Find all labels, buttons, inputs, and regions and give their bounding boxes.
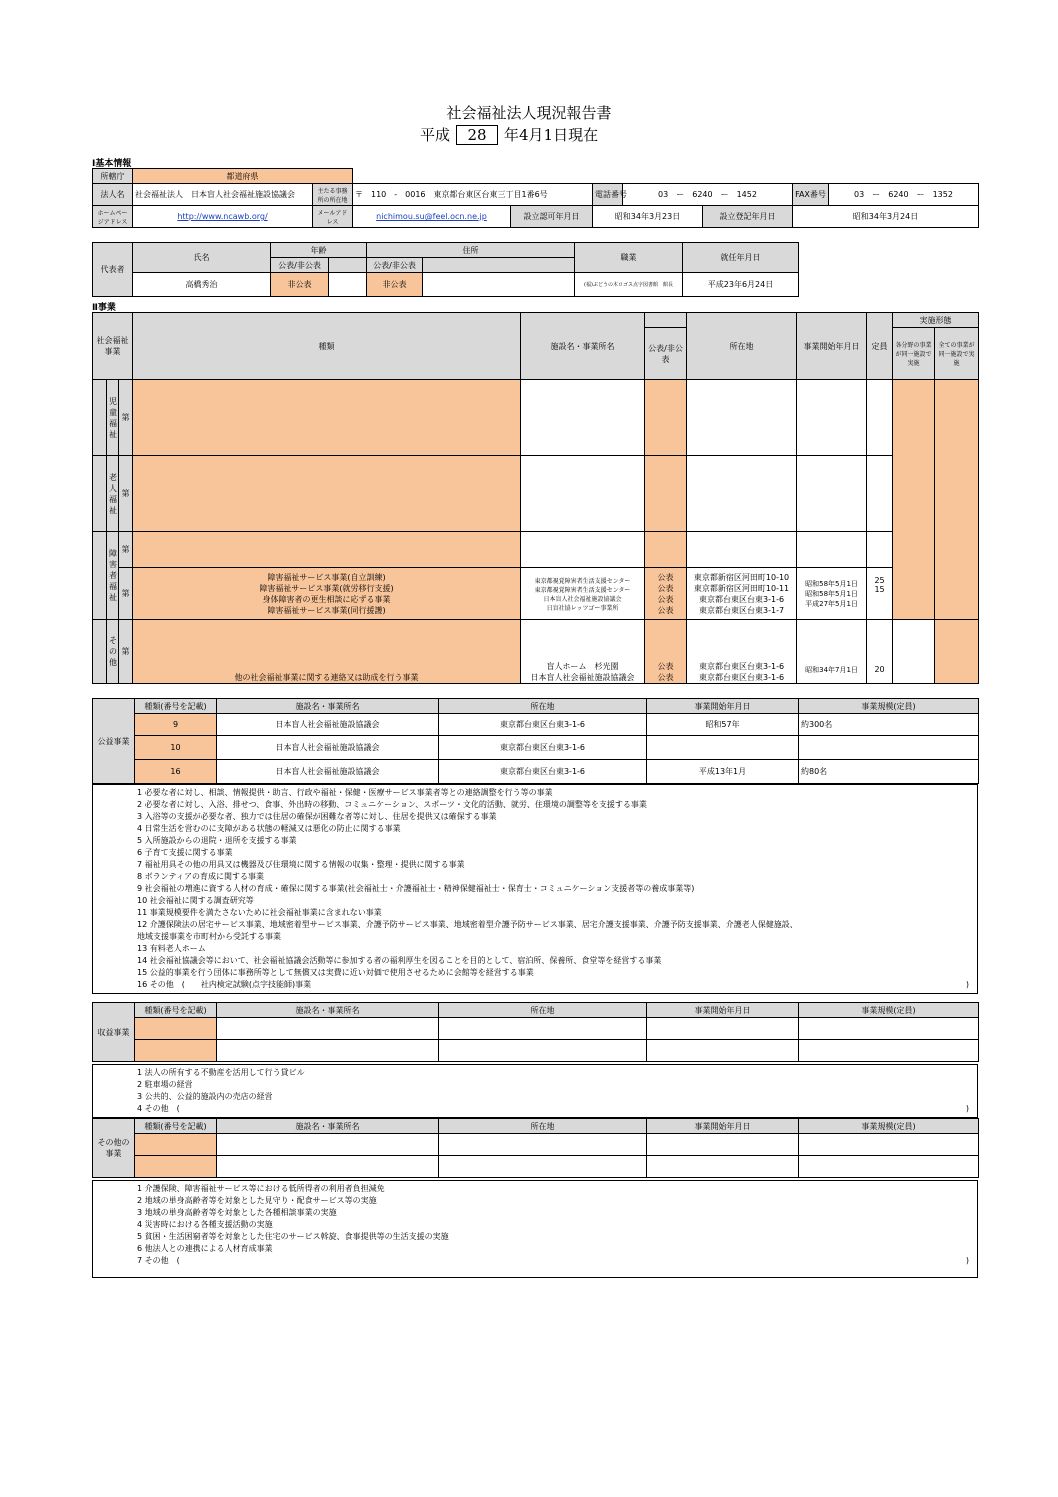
group-disability: 障害者福祉 xyxy=(107,532,119,620)
address-label: 住所 xyxy=(367,243,575,258)
col-scale: 事業規模(定員) xyxy=(799,1119,979,1134)
row-start[interactable]: 平成13年1月 xyxy=(647,760,799,784)
col-start: 事業開始年月日 xyxy=(647,1003,799,1018)
note-line: 6 他法人との連携による人材育成事業 xyxy=(137,1244,273,1253)
row-start[interactable]: 昭和58年5月1日 xyxy=(805,589,858,598)
office-label: 主たる事務所の所在地 xyxy=(313,184,353,206)
row-location[interactable]: 東京都台東区台東3-1-6 xyxy=(699,594,785,604)
col-type: 種類(番号を記載) xyxy=(135,1119,217,1134)
table-row xyxy=(93,736,979,760)
job-label: 職業 xyxy=(575,243,683,273)
address-pub[interactable]: 非公表 xyxy=(367,273,423,297)
row-start[interactable]: 平成27年5月1日 xyxy=(805,599,858,608)
row-facility[interactable]: 東京都視覚障害者生活支援センター xyxy=(534,586,631,594)
row-location[interactable]: 東京都台東区台東3-1-6 xyxy=(439,760,647,784)
row-pub[interactable]: 公表 xyxy=(657,673,674,682)
profit-label: 収益事業 xyxy=(93,1003,135,1062)
note-line: 8 ボランティアの育成に関する事業 xyxy=(137,872,264,881)
location-header: 所在地 xyxy=(687,313,797,380)
note-line: 13 有料老人ホーム xyxy=(137,944,206,953)
welfare-label: 社会福祉事業 xyxy=(93,313,133,380)
note-line: 地域支援事業を市町村から受託する事業 xyxy=(137,932,281,941)
start-header: 事業開始年月日 xyxy=(797,313,867,380)
public-label: 公益事業 xyxy=(93,699,135,784)
col-scale: 事業規模(定員) xyxy=(799,699,979,714)
note-line: 2 駐車場の経営 xyxy=(137,1080,193,1089)
profit-num[interactable] xyxy=(135,1018,217,1040)
profit-num[interactable] xyxy=(135,1040,217,1062)
jurisdiction-label: 所轄庁 xyxy=(93,169,133,184)
col-facility: 施設名・事業所名 xyxy=(217,699,439,714)
other-num[interactable] xyxy=(135,1156,217,1178)
col-type: 種類(番号を記載) xyxy=(135,699,217,714)
col-start: 事業開始年月日 xyxy=(647,699,799,714)
row-capacity[interactable]: 15 xyxy=(874,584,885,594)
row-start[interactable]: 昭和58年5月1日 xyxy=(805,579,858,588)
row-start[interactable]: 昭和57年 xyxy=(647,714,799,736)
row-facility[interactable]: 日本盲人社会福祉施設協議会 xyxy=(217,760,439,784)
hp-label: ホームページアドレス xyxy=(93,206,133,228)
row-location[interactable]: 東京都台東区台東3-1-6 xyxy=(439,736,647,760)
col-location: 所在地 xyxy=(439,1003,647,1018)
registration-label: 設立登記年月日 xyxy=(703,206,793,228)
row-location[interactable]: 東京都台東区台東3-1-6 xyxy=(699,673,785,682)
row-location[interactable]: 東京都台東区台東3-1-6 xyxy=(439,714,647,736)
rep-label: 代表者 xyxy=(93,243,133,297)
row-facility[interactable]: 東京都視覚障害者生活支援センター xyxy=(534,577,631,585)
pub-header: 公表/非公表 xyxy=(645,328,687,380)
note-line: 5 入所施設からの退院・退所を支援する事業 xyxy=(137,836,297,845)
other-label: その他の事業 xyxy=(93,1119,135,1178)
note-line: 9 社会福祉の増進に資する人材の育成・確保に関する事業(社会福祉士・介護福祉士・精神保健福祉士・保育士・コミュニケーション支援者等の養成事業等) xyxy=(137,884,695,893)
public-business-table xyxy=(92,698,979,784)
note-line: 11 事業規模要件を満たさないために社会福祉事業に含まれない事業 xyxy=(137,908,382,917)
row-pub[interactable]: 公表 xyxy=(657,662,674,671)
impl-header: 実施形態 xyxy=(893,313,979,328)
row-facility[interactable]: 日本盲人社会福祉施設協議会 xyxy=(530,673,635,682)
row-facility[interactable]: 盲人ホーム 杉光園 xyxy=(546,662,619,671)
public-notes xyxy=(92,784,978,994)
table-row xyxy=(93,714,979,736)
note-line: 7 その他 ( xyxy=(137,1256,180,1265)
row-pub[interactable]: 公表 xyxy=(657,583,674,593)
tel-value[interactable]: 03 ー 6240 ー 1452 xyxy=(623,184,793,206)
row-type[interactable]: 身体障害者の更生相談に応ずる事業 xyxy=(262,594,391,604)
col-facility: 施設名・事業所名 xyxy=(217,1003,439,1018)
row-facility[interactable]: 日本盲人社会福祉施設協議会 xyxy=(217,736,439,760)
note-line: 16 その他 ( 社内検定試験(点字技能師)事業 xyxy=(137,980,312,989)
year-box[interactable]: 28 xyxy=(456,125,498,145)
note-line: 4 その他 ( xyxy=(137,1104,180,1113)
note-line: 14 社会福祉協議会等において、社会福祉協議会活動等に参加する者の福利厚生を図ることを目的として、宿泊所、保養所、食堂等を経営する事業 xyxy=(137,956,662,965)
postal-code: 〒 110 - 0016 xyxy=(355,190,426,199)
col-type: 種類(番号を記載) xyxy=(135,1003,217,1018)
basic-info-table xyxy=(92,168,979,228)
address-pub-label: 公表/非公表 xyxy=(367,258,423,273)
row-location[interactable]: 東京都台東区台東3-1-6 xyxy=(699,662,785,671)
row-scale[interactable]: 約80名 xyxy=(799,760,979,784)
corp-label: 法人名 xyxy=(93,184,133,206)
capacity-header: 定員 xyxy=(867,313,893,380)
age-pub-label: 公表/非公表 xyxy=(271,258,329,273)
note-line: 1 法人の所有する不動産を活用して行う貸ビル xyxy=(137,1068,305,1077)
fax-label: FAX番号 xyxy=(793,184,829,206)
row-num[interactable]: 10 xyxy=(135,736,217,760)
job-value[interactable]: (福)ぶどうの木ロゴス点字図書館 館長 xyxy=(575,273,683,297)
row-facility[interactable]: 日盲社協レッツゴー事業所 xyxy=(546,604,619,612)
address-text: 東京都台東区台東三丁目1番6号 xyxy=(433,190,548,199)
note-line: 12 介護保険法の居宅サービス事業、地域密着型サービス事業、介護予防サービス事業、地域密着型介護予防サービス事業、居宅介護支援事業、介護予防支援事業、介護老人保健施設、 xyxy=(137,920,798,929)
approval-label: 設立認可年月日 xyxy=(511,206,593,228)
type-header: 種類 xyxy=(133,313,521,380)
note-line: 6 子育て支援に関する事業 xyxy=(137,848,233,857)
row-type[interactable]: 障害福祉サービス事業(同行援護) xyxy=(267,605,386,615)
note-line: 2 必要な者に対し、入浴、排せつ、食事、外出時の移動、コミュニケーション、スポーツ・文化的活動、就労、住環境の調整等を支援する事業 xyxy=(137,800,647,809)
note-line: 5 貧困・生活困窮者等を対象とした住宅のサービス斡旋、食事提供等の生活支援の実施 xyxy=(137,1232,449,1241)
row-scale[interactable] xyxy=(799,736,979,760)
note-line: 10 社会福祉に関する調査研究等 xyxy=(137,896,254,905)
col-location: 所在地 xyxy=(439,1119,647,1134)
row-location[interactable]: 東京都台東区台東3-1-7 xyxy=(699,605,785,615)
note-line: 1 介護保険、障害福祉サービス等における低所得者の利用者負担減免 xyxy=(137,1184,385,1193)
row-pub[interactable]: 公表 xyxy=(657,605,674,615)
business-heading: Ⅱ事業 xyxy=(92,303,116,313)
tenure-label: 就任年月日 xyxy=(683,243,799,273)
group-elderly: 老人福祉 xyxy=(107,456,119,532)
row-capacity[interactable]: 20 xyxy=(874,665,885,674)
row-scale[interactable]: 約300名 xyxy=(799,714,979,736)
date-suffix: 年4月1日現在 xyxy=(504,126,599,144)
impl2-header: 全ての事業が同一施設で実施 xyxy=(935,328,979,380)
paren-close: ) xyxy=(965,1256,969,1265)
facility-header: 施設名・事業所名 xyxy=(521,313,645,380)
col-location: 所在地 xyxy=(439,699,647,714)
jurisdiction-value[interactable]: 都道府県 xyxy=(133,169,353,184)
era-label: 平成 xyxy=(420,126,451,144)
profit-notes xyxy=(92,1064,978,1118)
group-child: 児童福祉 xyxy=(107,380,119,456)
tel-label: 電話番号 xyxy=(593,184,623,206)
row-start[interactable] xyxy=(647,736,799,760)
basic-info-heading: Ⅰ基本情報 xyxy=(92,159,132,169)
row-facility[interactable]: 日本盲人社会福祉施設協議会 xyxy=(217,714,439,736)
row-num[interactable]: 9 xyxy=(135,714,217,736)
note-line: 7 福祉用具その他の用具又は機器及び住環境に関する情報の収集・整理・提供に関する事業 xyxy=(137,860,465,869)
registration-date[interactable]: 昭和34年3月24日 xyxy=(793,206,979,228)
profit-business-table xyxy=(92,1002,979,1062)
report-date xyxy=(420,124,598,145)
table-row xyxy=(93,760,979,784)
row-facility[interactable]: 日本盲人社会福祉施設協議会 xyxy=(543,595,622,603)
note-line: 15 公益的事業を行う団体に事務所等として無償又は実費に近い対価で使用させるために会館等を経営する事業 xyxy=(137,968,534,977)
approval-date[interactable]: 昭和34年3月23日 xyxy=(593,206,703,228)
note-line: 1 必要な者に対し、相談、情報提供・助言、行政や福祉・保健・医療サービス事業者等との連絡調整を行う等の事業 xyxy=(137,788,553,797)
note-line: 3 公共的、公益的施設内の売店の経営 xyxy=(137,1092,273,1101)
fax-value[interactable]: 03 ー 6240 ー 1352 xyxy=(829,184,979,206)
mail-label: メールアドレス xyxy=(313,206,353,228)
row-type[interactable]: 障害福祉サービス事業(就労移行支援) xyxy=(259,583,394,593)
paren-close: ) xyxy=(965,980,969,989)
other-business-table xyxy=(92,1118,979,1178)
office-address[interactable] xyxy=(353,184,593,206)
welfare-business-table: 社会福祉事業 種類 施設名・事業所名 所在地 事業開始年月日 定員 実施形態 公表/非公表 各分野の事業が同一施設で実施 全ての事業が同一施設で実施 児童福祉 第 老人福祉 第 障害者福祉 第 第 障害福祉サービス事業(自立訓練) 障害福祉サービス事業(就労移行支援) 身体障害者の更生相談に応ずる事業 障害福祉サービス事業(同行援護) 東京都視覚障害者生活支援センター 東京都視覚障害者生活支援センター 日本盲人社会福祉施設協議会 日盲社協レッツゴー事業所 公表 公表 公表 公表 東京都新宿区河田町10-10 東京都新宿区河田町10-11 東京都台東区台東3-1-6 東京都台東区台東3-1-7 昭和58年5月1日 昭和58年5月1日 平成27年5月1日 25 15 その他 第 他の社会福祉事業に関する連絡又は助成を行う事業 盲人ホーム 杉光園 日本盲人社会福祉施設協議会 公表 公表 東京都台東区台東3-1-6 東京都台東区台東3-1-6 昭和34年7月1日 20 xyxy=(92,312,979,684)
note-line: 2 地域の単身高齢者等を対象とした見守り・配食サービス等の実施 xyxy=(137,1196,377,1205)
row-num[interactable]: 16 xyxy=(135,760,217,784)
col-scale: 事業規模(定員) xyxy=(799,1003,979,1018)
age-label: 年齢 xyxy=(271,243,367,258)
row-location[interactable]: 東京都新宿区河田町10-11 xyxy=(693,583,790,593)
col-start: 事業開始年月日 xyxy=(647,1119,799,1134)
row-start[interactable]: 昭和34年7月1日 xyxy=(805,666,858,674)
hp-link[interactable]: http://www.ncawb.org/ xyxy=(133,206,313,228)
note-line: 4 日常生活を営むのに支障がある状態の軽減又は悪化の防止に関する事業 xyxy=(137,824,401,833)
row-type[interactable]: 障害福祉サービス事業(自立訓練) xyxy=(267,572,386,582)
representative-table xyxy=(92,242,799,297)
group-other: その他 xyxy=(107,620,119,684)
mail-link[interactable]: nichimou.su@feel.ocn.ne.jp xyxy=(353,206,511,228)
paren-close: ) xyxy=(965,1104,969,1113)
other-notes xyxy=(92,1180,978,1278)
rep-name-label: 氏名 xyxy=(133,243,271,273)
tenure-value[interactable]: 平成23年6月24日 xyxy=(683,273,799,297)
age-pub[interactable]: 非公表 xyxy=(271,273,329,297)
other-num[interactable] xyxy=(135,1134,217,1156)
note-line: 3 入浴等の支援が必要な者、独力では住居の確保が困難な者等に対し、住居を提供又は確保する事業 xyxy=(137,812,497,821)
rep-name[interactable]: 高橋秀治 xyxy=(133,273,271,297)
row-pub[interactable]: 公表 xyxy=(657,572,674,582)
corp-name[interactable]: 社会福祉法人 日本盲人社会福祉施設協議会 xyxy=(133,184,313,206)
note-line: 3 地域の単身高齢者等を対象とした各種相談事業の実施 xyxy=(137,1208,337,1217)
impl1-header: 各分野の事業が同一施設で実施 xyxy=(893,328,935,380)
page-title: 社会福祉法人現況報告書 xyxy=(446,104,612,122)
note-line: 4 災害時における各種支援活動の実施 xyxy=(137,1220,273,1229)
row-type[interactable]: 他の社会福祉事業に関する連絡又は助成を行う事業 xyxy=(234,673,419,682)
row-location[interactable]: 東京都新宿区河田町10-10 xyxy=(693,572,790,582)
col-facility: 施設名・事業所名 xyxy=(217,1119,439,1134)
row-pub[interactable]: 公表 xyxy=(657,594,674,604)
row-capacity[interactable]: 25 xyxy=(874,575,885,585)
